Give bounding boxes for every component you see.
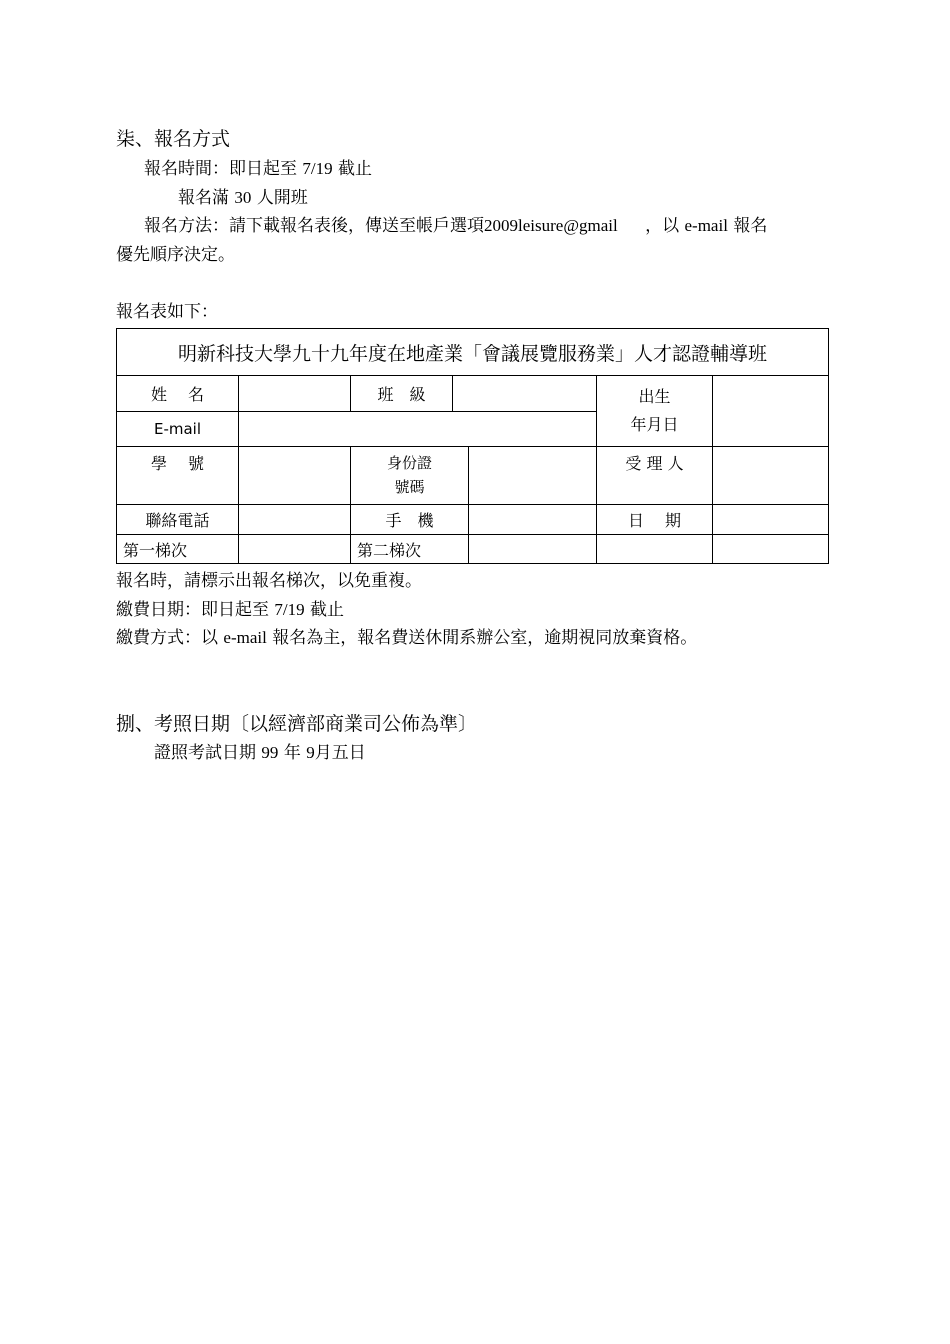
payment-date-label: 繳費日期：即日起至: [116, 600, 269, 620]
registration-form-table: [116, 328, 829, 564]
section8-heading: 捌、考照日期〔以經濟部商業司公佈為準〕: [116, 713, 478, 735]
note-batch: 報名時，請標示出報名梯次，以免重複。: [116, 571, 422, 591]
payment-method-label: 繳費方式：以: [116, 628, 218, 648]
exam-month-unit: 月五日: [314, 743, 366, 763]
exam-year: 99: [261, 743, 279, 762]
payment-date-value: 7/19: [274, 600, 305, 619]
student-id-field[interactable]: [239, 447, 351, 505]
payment-date: [116, 600, 344, 620]
mobile-field[interactable]: [469, 505, 597, 535]
registration-method: [144, 216, 767, 236]
class-label: 班 級: [351, 376, 453, 412]
blank-label: [597, 535, 713, 564]
birth-label: [597, 376, 713, 447]
birth-label-line1: 出生: [638, 387, 671, 406]
form-title: 明新科技大學九十九年度在地產業「會議展覽服務業」人才認證輔導班: [117, 329, 829, 376]
birth-label-line2: 年月日: [630, 415, 679, 434]
form-intro: 報名表如下：: [116, 302, 218, 322]
first-batch-label: 第一梯次: [117, 535, 239, 564]
exam-date-label: 證照考試日期: [154, 743, 256, 763]
payment-method: [116, 628, 697, 648]
name-label: 姓 名: [117, 376, 239, 412]
name-field[interactable]: [239, 376, 351, 412]
first-batch-field[interactable]: [239, 535, 351, 564]
registration-method-mid: ，以: [645, 216, 680, 236]
registration-full-prefix: 報名滿: [178, 188, 229, 208]
exam-year-unit: 年: [283, 743, 301, 763]
id-card-label-line2: 號碼: [394, 478, 425, 496]
exam-month: 9: [306, 743, 315, 762]
second-batch-field[interactable]: [469, 535, 597, 564]
blank-field[interactable]: [713, 535, 829, 564]
phone-field[interactable]: [239, 505, 351, 535]
registration-full-suffix: 人開班: [256, 188, 308, 208]
mobile-label: 手 機: [351, 505, 469, 535]
registration-full: [178, 188, 308, 208]
registration-method-line2: 優先順序決定。: [116, 245, 235, 265]
registration-method-label: 報名方法：請下載報名表後，傳送至帳戶選項: [144, 216, 484, 236]
date-label: 日 期: [597, 505, 713, 535]
registration-time-suffix: 截止: [338, 159, 373, 179]
email-label: E-mail: [117, 412, 239, 447]
registration-time-label: 報名時間：即日起至: [144, 159, 297, 179]
payment-method-email: e-mail: [223, 628, 267, 647]
registration-time: [144, 159, 372, 179]
registration-time-value: 7/19: [302, 159, 333, 178]
registration-method-email2: e-mail: [684, 216, 728, 235]
registration-method-email: 2009leisure@gmail: [484, 216, 618, 235]
id-card-label: [351, 447, 469, 505]
section7-heading: 柒、報名方式: [116, 128, 231, 150]
class-field[interactable]: [453, 376, 597, 412]
id-card-label-line1: 身份證: [386, 454, 432, 472]
exam-date: [154, 743, 366, 763]
student-id-label: 學 號: [117, 447, 239, 505]
registration-full-value: 30: [234, 188, 252, 207]
date-field[interactable]: [713, 505, 829, 535]
phone-label: 聯絡電話: [117, 505, 239, 535]
email-field[interactable]: [239, 412, 597, 447]
id-card-field[interactable]: [469, 447, 597, 505]
birth-field[interactable]: [713, 376, 829, 447]
second-batch-label: 第二梯次: [351, 535, 469, 564]
receiver-field[interactable]: [713, 447, 829, 505]
payment-date-suffix: 截止: [310, 600, 345, 620]
receiver-label: 受 理 人: [597, 447, 713, 505]
registration-method-suffix: 報名: [733, 216, 768, 236]
payment-method-suffix: 報名為主，報名費送休閒系辦公室，逾期視同放棄資格。: [272, 628, 698, 648]
